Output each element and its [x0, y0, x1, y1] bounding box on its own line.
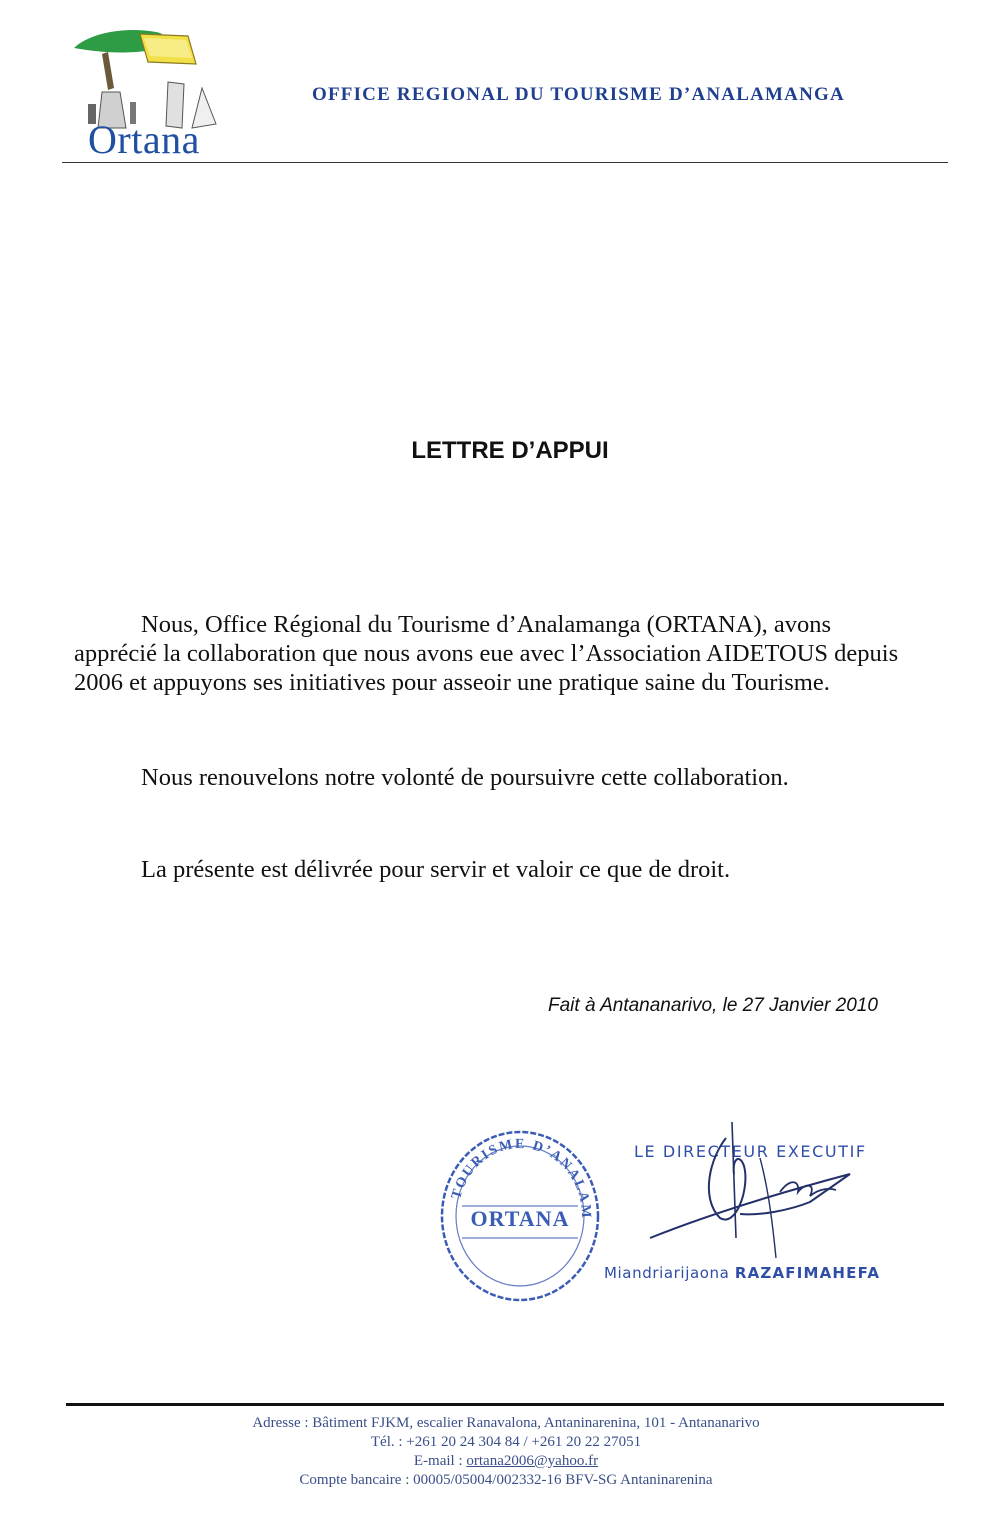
footer-bank-account: Compte bancaire : 00005/05004/002332-16 BFV-SG Antaninarenina	[299, 1472, 713, 1488]
handwritten-signature	[640, 1118, 870, 1268]
footer-divider	[66, 1403, 944, 1406]
signatory-first-name: Miandriarijaona	[604, 1264, 730, 1282]
footer-email-line	[0, 1452, 1000, 1471]
stamp-ring-text: TOURISME D’ANALAM	[449, 1136, 594, 1221]
footer-email-label: E-mail :	[413, 1453, 463, 1469]
signatory-title: LE DIRECTEUR EXECUTIF	[634, 1142, 867, 1161]
letter-title: LETTRE D’APPUI	[411, 437, 609, 464]
paragraph-3: La présente est délivrée pour servir et valoir ce que de droit.	[141, 856, 731, 883]
footer-address: Adresse : Bâtiment FJKM, escalier Ranavalona, Antaninarenina, 101 - Antananarivo	[252, 1415, 760, 1431]
ortana-logo	[68, 28, 238, 162]
paragraph-1: Nous, Office Régional du Tourisme d’Analamanga (ORTANA), avons apprécié la collaboration que nous avons eue avec l’Association AIDETOUS depuis 2006 et appuyons ses initiatives pour asseoir une pratique saine du Tourisme.	[74, 611, 899, 696]
official-stamp	[436, 1126, 604, 1306]
header-divider	[62, 162, 948, 163]
paragraph-2: Nous renouvelons notre volonté de poursuivre cette collaboration.	[141, 764, 789, 791]
organization-name: OFFICE REGIONAL DU TOURISME D’ANALAMANGA	[312, 84, 845, 105]
footer	[0, 1414, 1000, 1490]
signatory-surname: RAZAFIMAHEFA	[734, 1264, 881, 1282]
logo-text: Ortana	[88, 117, 200, 162]
signatory-name	[604, 1264, 880, 1282]
stamp-center-text: ORTANA	[470, 1206, 570, 1231]
footer-email-link[interactable]: ortana2006@yahoo.fr	[466, 1453, 599, 1469]
date-line: Fait à Antananarivo, le 27 Janvier 2010	[548, 995, 878, 1016]
footer-phone: Tél. : +261 20 24 304 84 / +261 20 22 27051	[370, 1434, 642, 1450]
